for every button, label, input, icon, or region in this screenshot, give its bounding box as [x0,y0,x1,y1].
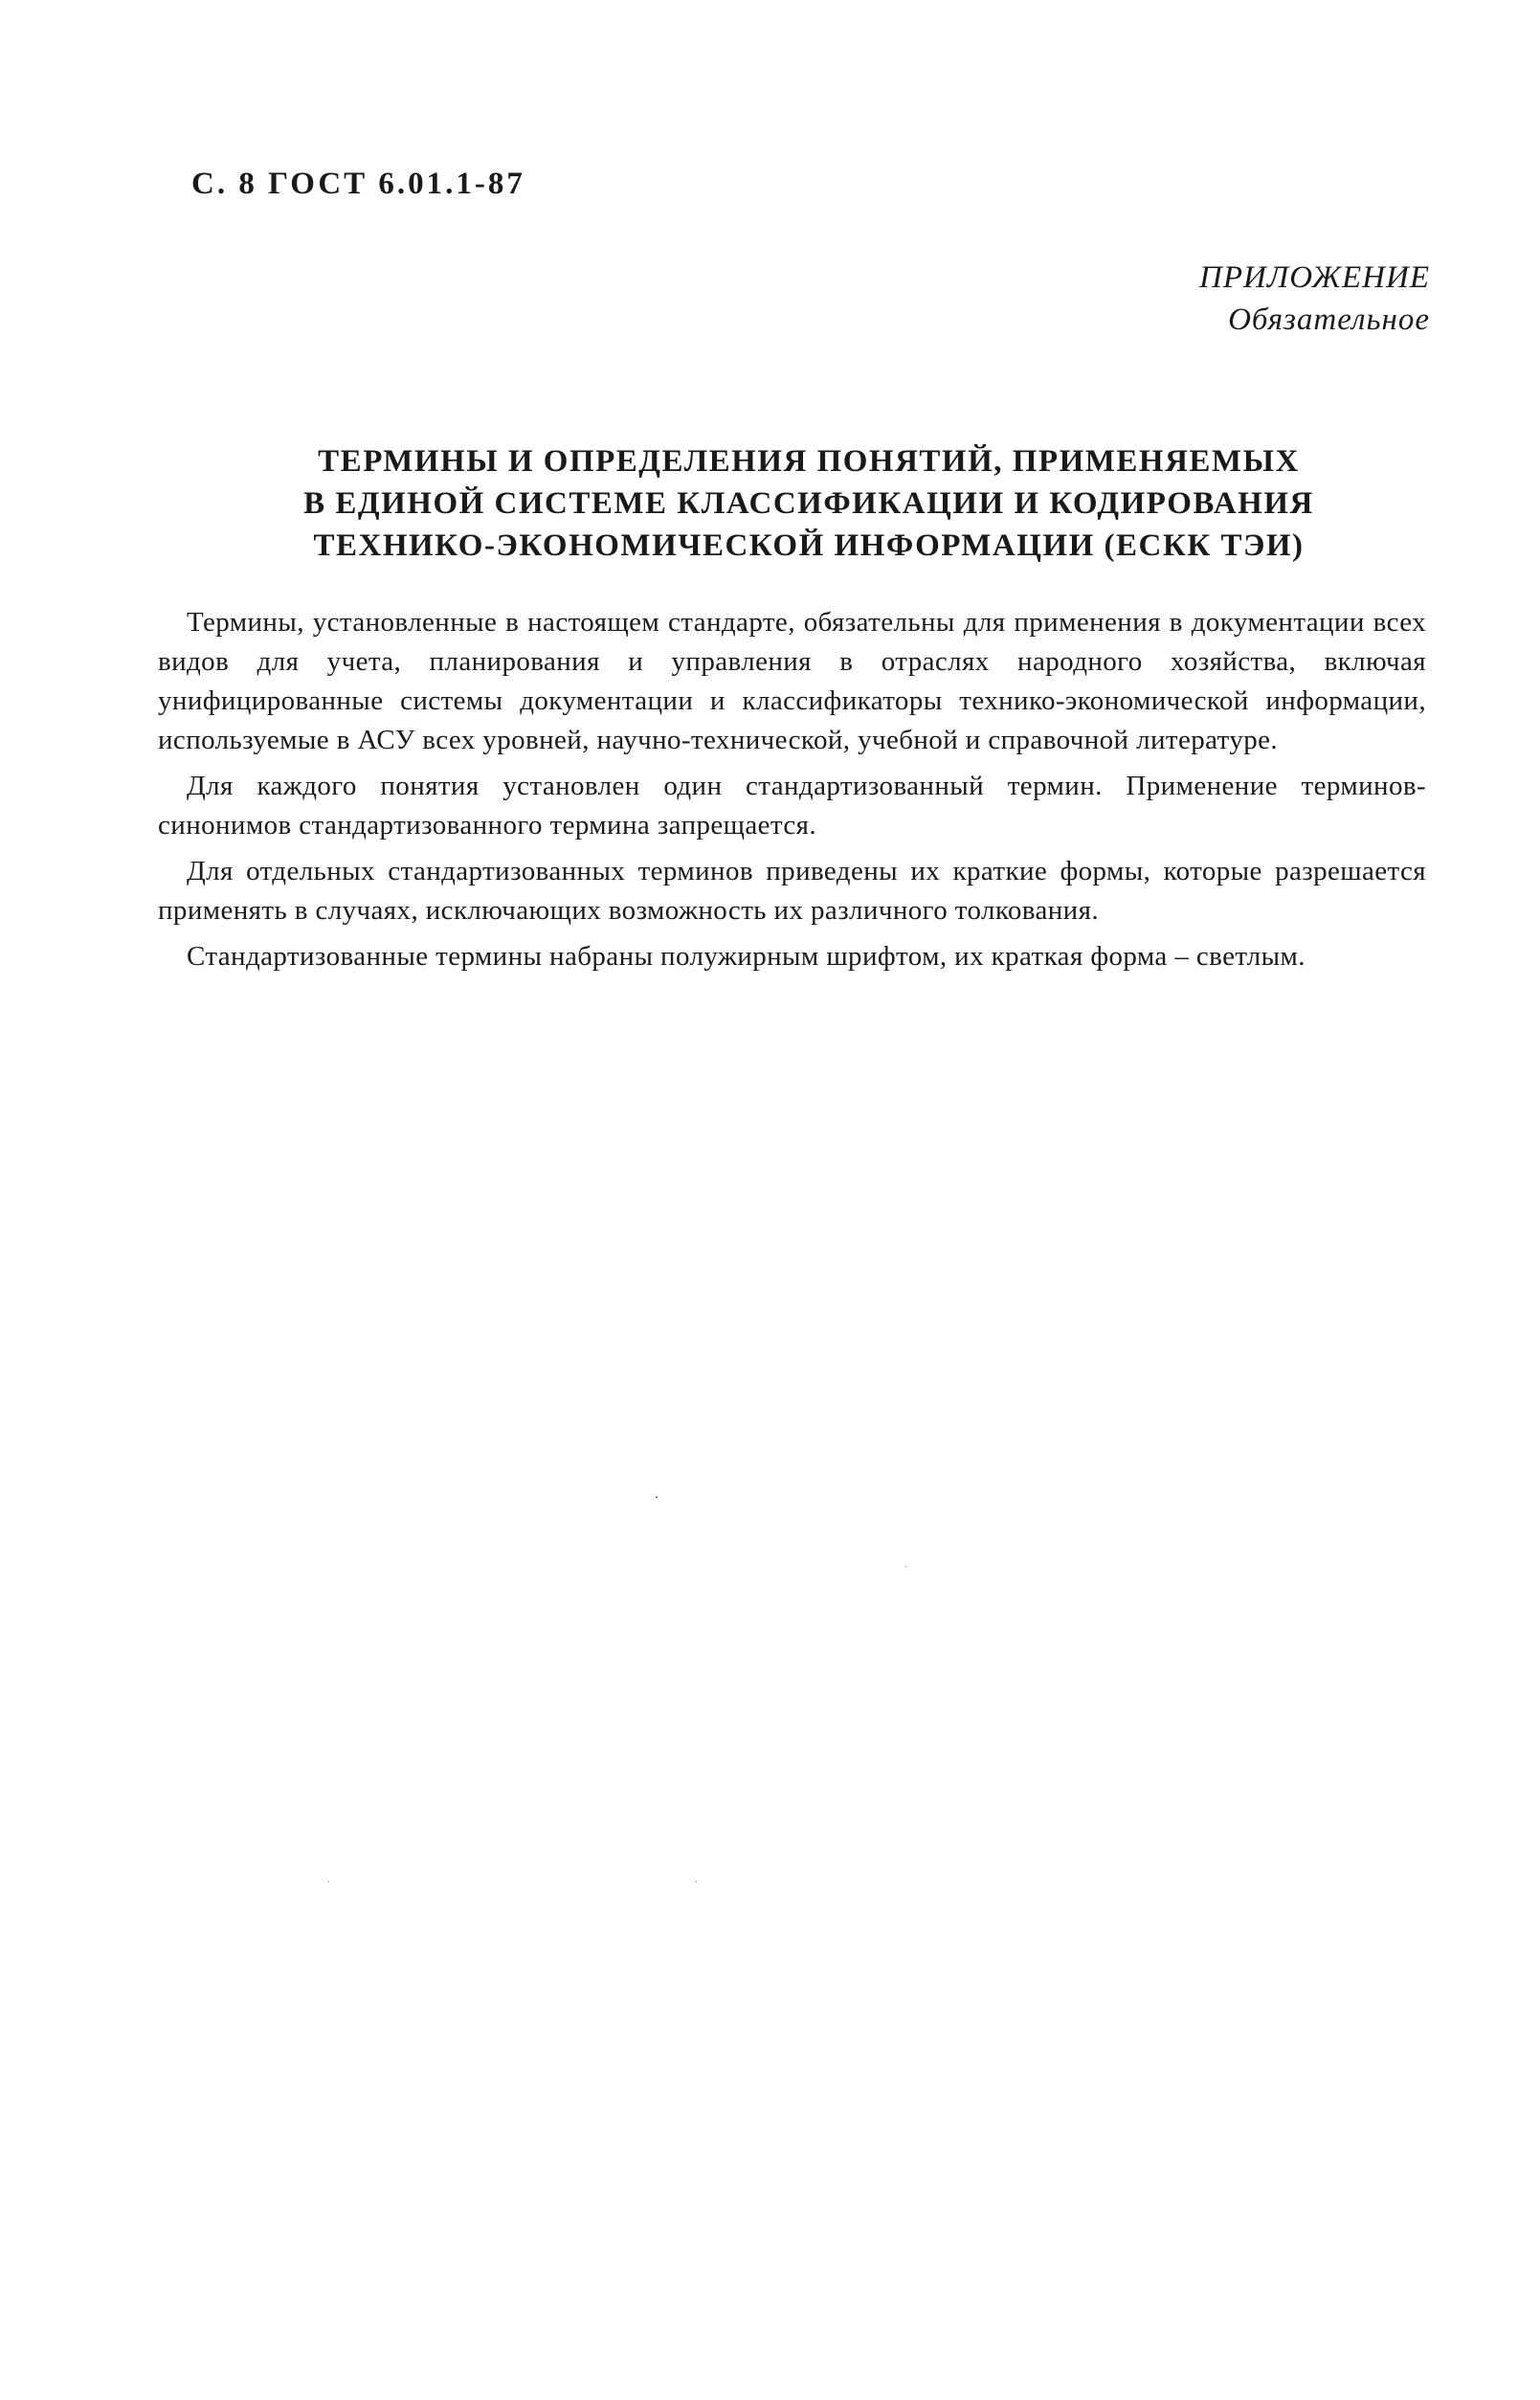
title-line: В ЕДИНОЙ СИСТЕМЕ КЛАССИФИКАЦИИ И КОДИРОВАНИЯ [303,486,1314,521]
scan-speck [328,1881,329,1882]
scan-speck [905,1566,906,1567]
appendix-label: ПРИЛОЖЕНИЕ [1199,260,1430,295]
scan-speck [656,1496,658,1498]
paragraph: Для отдельных стандартизованных терминов приведены их краткие формы, которые разрешается применять в случаях, исключающих возможность их различного толкования. [158,856,1426,926]
paragraph: Для каждого понятия установлен один стандартизованный термин. Применение терминов-синонимов стандартизованного термина запрещается. [158,771,1426,841]
appendix-status: Обязательное [1228,303,1430,337]
page-header: С. 8 ГОСТ 6.01.1-87 [191,167,525,201]
scan-speck [696,1881,697,1882]
appendix-block [1199,257,1430,341]
document-title [191,440,1426,567]
paragraph: Термины, установленные в настоящем стандарте, обязательны для применения в документации всех видов для учета, планирования и управления в отраслях народного хозяйства, включая унифицированные системы документации и классификаторы технико-экономической информации, используемые в АСУ всех уровней, научно-технической, учебной и справочной литературе. [158,607,1426,755]
paragraph: Стандартизованные термины набраны полужирным шрифтом, их краткая форма – светлым. [187,941,1306,972]
title-line: ТЕХНИКО-ЭКОНОМИЧЕСКОЙ ИНФОРМАЦИИ (ЕСКК ТЭИ) [313,528,1305,563]
title-line: ТЕРМИНЫ И ОПРЕДЕЛЕНИЯ ПОНЯТИЙ, ПРИМЕНЯЕМЫХ [318,444,1300,479]
body-text [158,603,1426,983]
